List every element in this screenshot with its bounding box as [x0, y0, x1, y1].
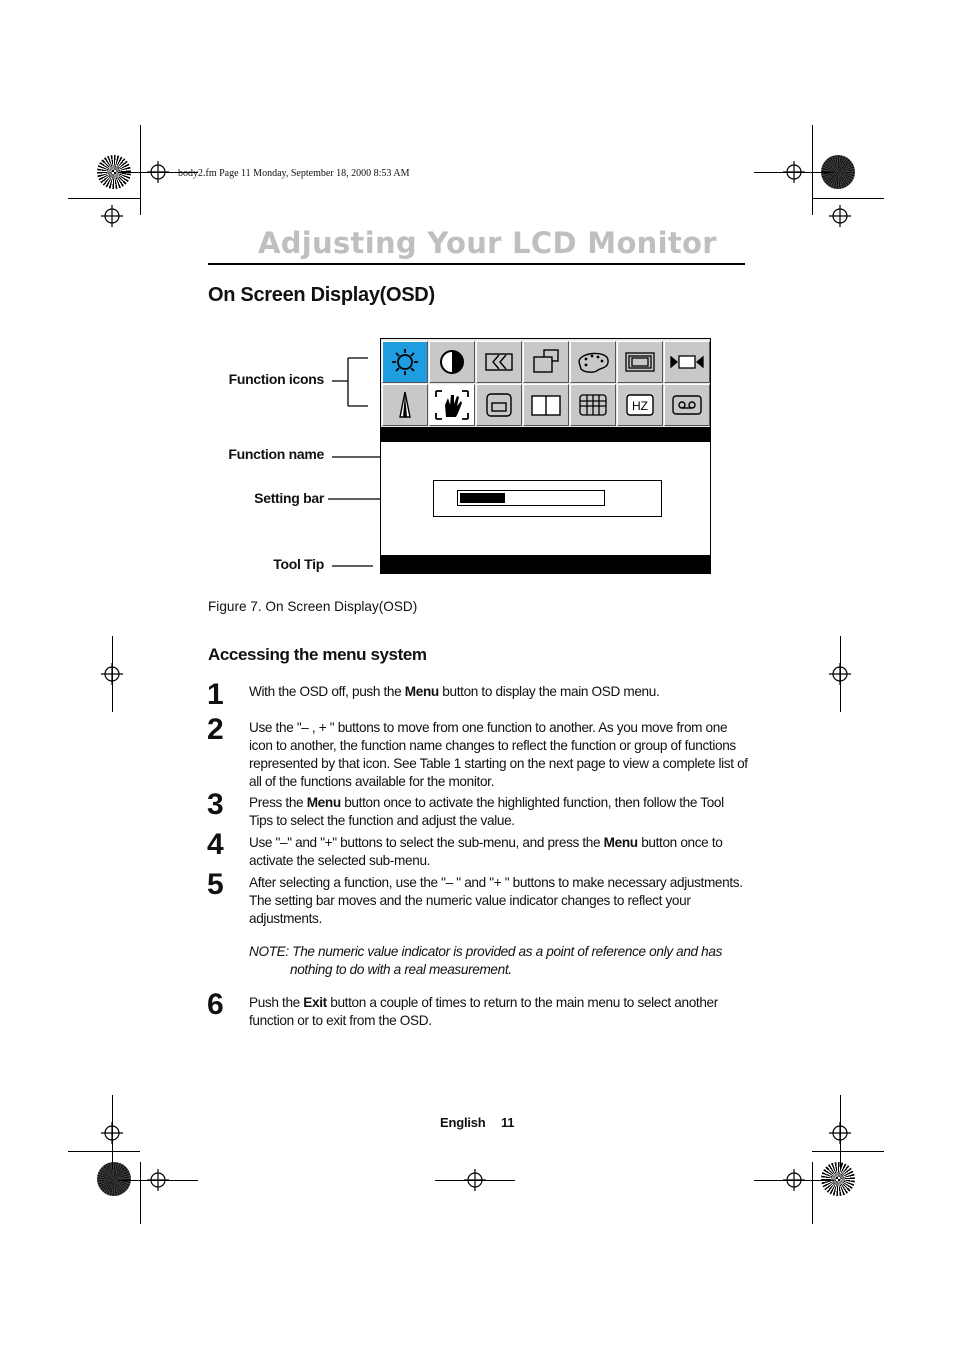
brightness-icon[interactable]: [382, 341, 428, 383]
hz-label: HZ: [632, 399, 648, 413]
registration-wheel: [821, 1162, 855, 1196]
grid-icon[interactable]: [570, 384, 616, 426]
step-text: With the OSD off, push the Menu button to display the main OSD menu.: [249, 684, 660, 699]
step-text: Press the Menu button once to activate the highlighted function, then follow the Tool Tips to select the function and adjust the value.: [249, 795, 724, 828]
registration-wheel: [97, 1162, 131, 1196]
page-title: Adjusting Your LCD Monitor: [258, 226, 717, 260]
page-footer: [440, 1115, 514, 1130]
subheading: Accessing the menu system: [208, 645, 427, 664]
step-number: 6: [207, 988, 223, 1021]
hz-icon[interactable]: [617, 384, 663, 426]
auto-adjust-icon[interactable]: [429, 384, 475, 426]
step-text: After selecting a function, use the "– " and "+ " buttons to make necessary adjustments. The setting bar moves and the numeric value indicator changes to reflect your adjustments.: [249, 875, 743, 926]
step-number: 1: [207, 678, 223, 711]
step-number: 5: [207, 868, 223, 901]
step-number: 2: [207, 713, 223, 746]
split-screen-icon[interactable]: [523, 384, 569, 426]
position-icon[interactable]: [476, 341, 522, 383]
step-text: Use "–" and "+" buttons to select the sub-menu, and press the Menu button once to activate the selected sub-menu.: [249, 835, 723, 868]
function-name-bar: [381, 427, 710, 442]
file-slug: body2.fm Page 11 Monday, September 18, 2000 8:53 AM: [178, 168, 410, 179]
step-number: 3: [207, 788, 223, 821]
section-heading: On Screen Display(OSD): [208, 284, 435, 306]
note: NOTE: The numeric value indicator is provided as a point of reference only and has nothing to do with a real measurement.: [249, 944, 723, 977]
page-number: 11: [500, 1115, 515, 1130]
label-tool-tip: Tool Tip: [273, 556, 324, 572]
step-number: 4: [207, 828, 223, 861]
zoom-icon[interactable]: [664, 341, 710, 383]
color-palette-icon[interactable]: [570, 341, 616, 383]
footer-language: English: [440, 1115, 486, 1130]
sharpness-icon[interactable]: [382, 384, 428, 426]
tape-icon[interactable]: [664, 384, 710, 426]
step-text: Use the "– , + " buttons to move from one function to another. As you move from one icon to another, the function name changes to reflect the function or group of functions represented by that icon. See Table 1 starting on the next page to view a complete list of all of the functions available for the monitor.: [249, 720, 748, 789]
setting-bar-fill: [460, 493, 505, 503]
title-rule: [208, 263, 745, 265]
contrast-icon[interactable]: [429, 341, 475, 383]
label-function-icons: Function icons: [228, 371, 324, 387]
figure-caption: Figure 7. On Screen Display(OSD): [208, 599, 418, 614]
label-setting-bar: Setting bar: [254, 490, 324, 506]
setting-bar[interactable]: [457, 490, 605, 506]
screen-icon[interactable]: [617, 341, 663, 383]
osd-position-icon[interactable]: [476, 384, 522, 426]
tool-tip-bar: [381, 555, 710, 573]
image-size-icon[interactable]: [523, 341, 569, 383]
step-text: Push the Exit button a couple of times to return to the main menu to select another function or to exit from the OSD.: [249, 995, 718, 1028]
label-function-name: Function name: [228, 446, 324, 462]
